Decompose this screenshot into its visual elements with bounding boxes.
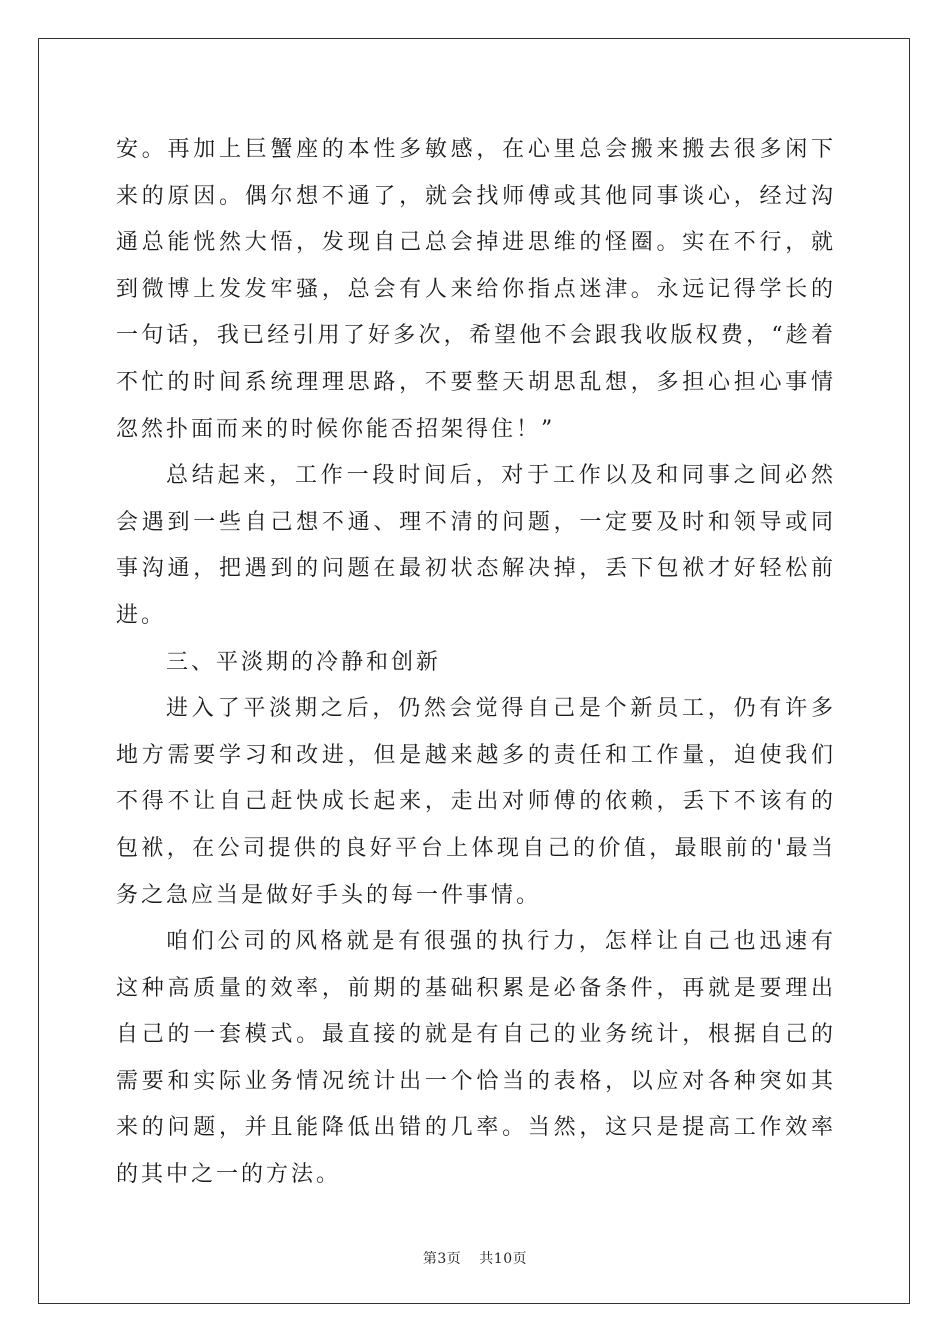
document-body (116, 127, 836, 1199)
paragraph-1: 安。再加上巨蟹座的本性多敏感，在心里总会搬来搬去很多闲下来的原因。偶尔想不通了，就会找师傅或其他同事谈心，经过沟通总能恍然大悟，发现自己总会掉进思维的怪圈。实在不行，就到微博上发发牢骚，总会有人来给你指点迷津。永远记得学长的一句话，我已经引用了好多次，希望他不会跟我收版权费，“趁着不忙的时间系统理理思路，不要整天胡思乱想，多担心担心事情忽然扑面而来的时候你能否招架得住！” (116, 137, 836, 442)
page-footer (0, 1248, 950, 1268)
paragraph-4: 咱们公司的风格就是有很强的执行力，怎样让自己也迅速有这种高质量的效率，前期的基础积累是必备条件，再就是要理出自己的一套模式。最直接的就是有自己的业务统计，根据自己的需要和实际业务情况统计出一个恰当的表格，以应对各种突如其来的问题，并且能降低出错的几率。当然，这只是提高工作效率的其中之一的方法。 (116, 929, 836, 1188)
paragraph-2: 总结起来，工作一段时间后，对于工作以及和同事之间必然会遇到一些自己想不通、理不清的问题，一定要及时和领导或同事沟通，把遇到的问题在最初状态解决掉，丢下包袱才好轻松前进。 (116, 463, 836, 628)
page-total: 共10页 (479, 1251, 528, 1267)
page-number: 第3页 (422, 1251, 462, 1267)
paragraph-3: 进入了平淡期之后，仍然会觉得自己是个新员工，仍有许多地方需要学习和改进，但是越来越多的责任和工作量，迫使我们不得不让自己赶快成长起来，走出对师傅的依赖，丢下不该有的包袱，在公司提供的良好平台上体现自己的价值，最眼前的'最当务之急应当是做好手头的每一件事情。 (116, 696, 836, 908)
section-heading: 三、平淡期的冷静和创新 (166, 649, 442, 675)
